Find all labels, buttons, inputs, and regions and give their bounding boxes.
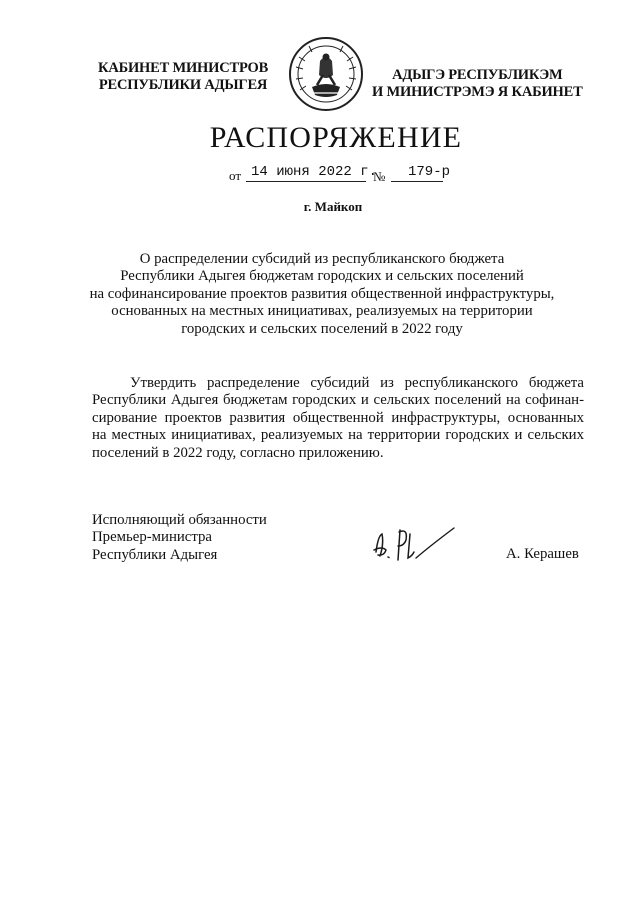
document-title [40, 251, 604, 338]
issuer-line: КАБИНЕТ МИНИСТРОВ [98, 60, 269, 76]
title-line: основанных на местных инициативах, реализуемых на территории [111, 303, 533, 320]
position-line: Республики Адыгея [92, 546, 218, 563]
body-line: на местных инициативах, реализуемых на территории городских и сельских [92, 427, 584, 444]
title-line: Республики Адыгея бюджетам городских и сельских поселений [120, 268, 524, 285]
date-number-line [229, 161, 459, 187]
position-line: Премьер-министра [92, 529, 212, 546]
issuer-name-adyghe [372, 67, 583, 101]
handwritten-signature [368, 522, 460, 564]
body-paragraph [92, 375, 584, 462]
title-line: на софинансирование проектов развития общественной инфраструктуры, [89, 285, 555, 302]
document-type: РАСПОРЯЖЕНИЕ [209, 121, 463, 154]
signatory-position [92, 512, 267, 564]
city: г. Майкоп [303, 199, 363, 214]
title-line: городских и сельских поселений в 2022 году [181, 320, 463, 337]
body-line: сирование проектов развития общественной инфраструктуры, основанных [92, 409, 584, 426]
title-line: О распределении субсидий из республиканского бюджета [139, 251, 505, 267]
issuer-name-russian [98, 60, 268, 94]
body-line: поселений в 2022 году, согласно приложению. [92, 444, 384, 461]
signatory-name: А. Керашев [506, 546, 579, 562]
body-line: Утвердить распределение субсидий из республиканского бюджета [130, 375, 584, 391]
document-date: 14 июня 2022 г. [251, 164, 378, 180]
issuer-line: РЕСПУБЛИКИ АДЫГЕЯ [98, 77, 268, 93]
number-label: № [373, 169, 386, 184]
date-prefix: от [229, 168, 242, 183]
position-line: Исполняющий обязанности [92, 512, 267, 528]
adygea-coat-of-arms-icon [287, 35, 365, 113]
issuer-line: АДЫГЭ РЕСПУБЛИКЭМ [392, 67, 563, 83]
number-underline [391, 181, 443, 182]
issuer-line: И МИНИСТРЭМЭ Я КАБИНЕТ [372, 84, 583, 100]
body-line: Республики Адыгея бюджетам городских и сельских поселений на софинан- [92, 392, 584, 409]
document-number: 179-р [408, 164, 451, 180]
date-underline [246, 181, 366, 182]
